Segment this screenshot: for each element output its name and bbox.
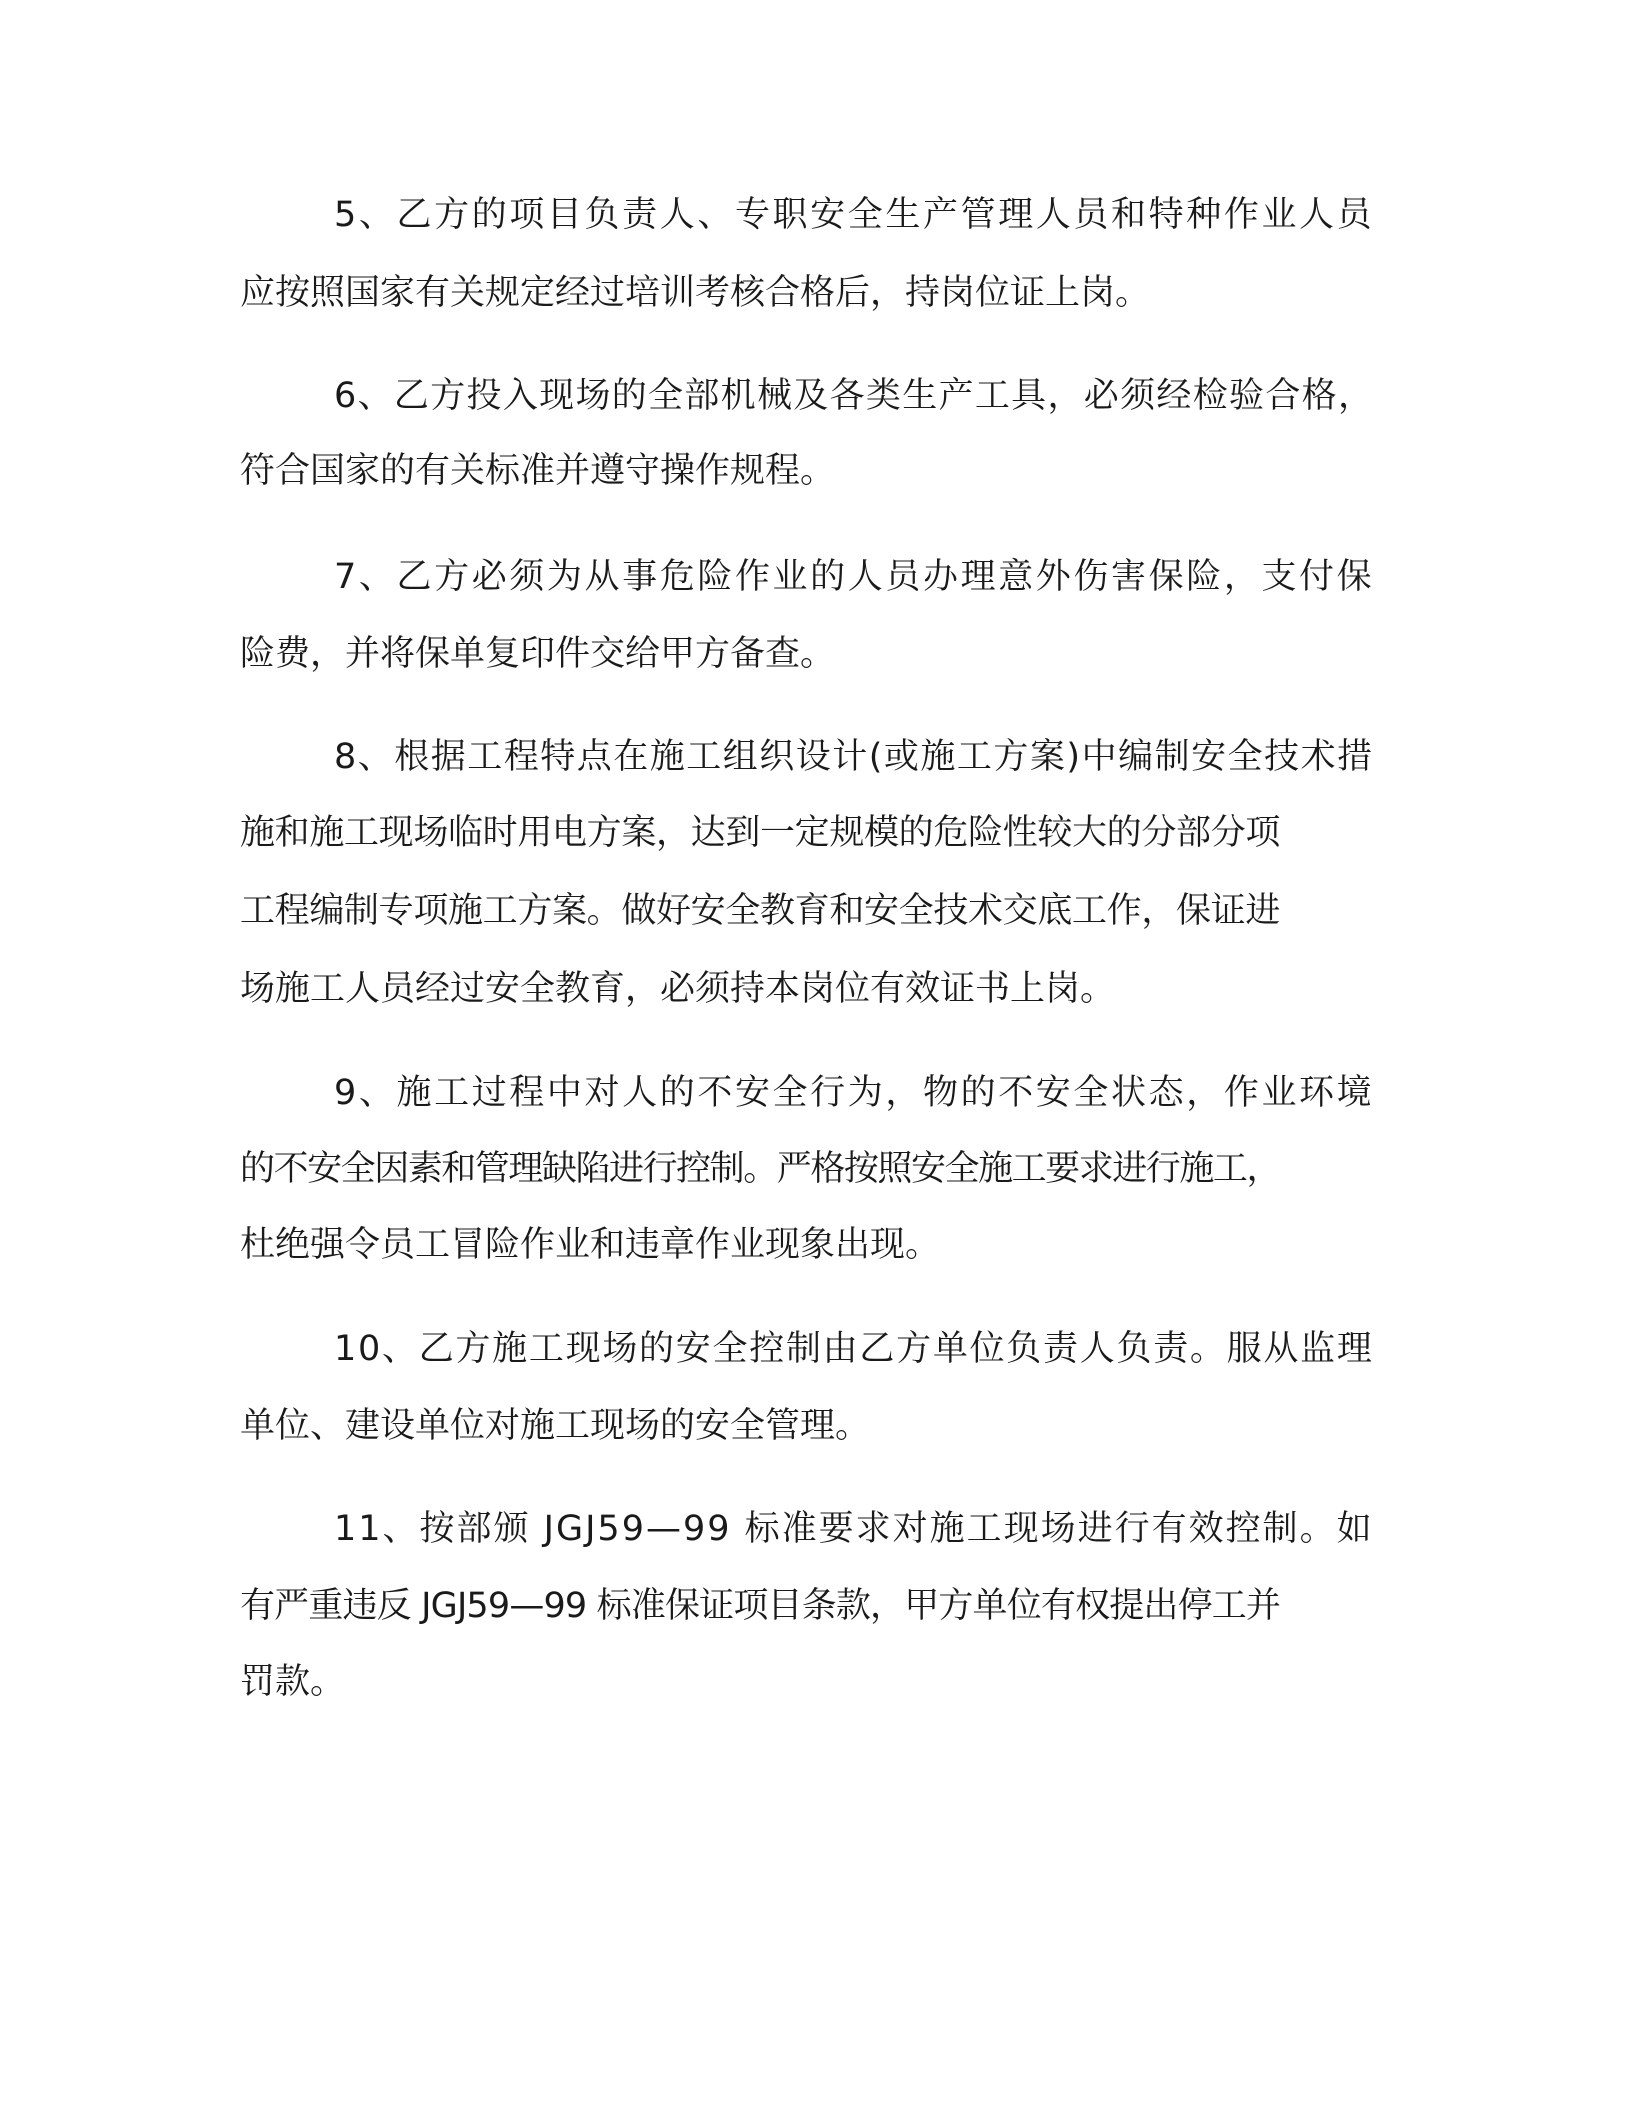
clause-10-line-1: 10、乙方施工现场的安全控制由乙方单位负责人负责。服从监理 — [334, 1329, 1374, 1369]
clause-8-line-1: 8、根据工程特点在施工组织设计(或施工方案)中编制安全技术措 — [334, 737, 1374, 777]
clause-5-line-1: 5、乙方的项目负责人、专职安全生产管理人员和特种作业人员 — [334, 195, 1375, 235]
clause-8-line-3: 工程编制专项施工方案。做好安全教育和安全技术交底工作，保证进 — [240, 891, 1281, 931]
clause-11-line-3: 罚款。 — [240, 1662, 346, 1702]
clause-7-line-1: 7、乙方必须为从事危险作业的人员办理意外伤害保险，支付保 — [334, 557, 1375, 597]
clause-9-line-3: 杜绝强令员工冒险作业和违章作业现象出现。 — [240, 1225, 941, 1265]
clause-11-line-1: 11、按部颁 JGJ59—99 标准要求对施工现场进行有效控制。如 — [334, 1509, 1374, 1549]
clause-5-line-2: 应按照国家有关规定经过培训考核合格后，持岗位证上岗。 — [240, 273, 1151, 313]
clause-6-line-1: 6、乙方投入现场的全部机械及各类生产工具，必须经检验合格， — [334, 376, 1375, 416]
clause-11-line-2: 有严重违反 JGJ59—99 标准保证项目条款，甲方单位有权提出停工并 — [240, 1586, 1281, 1626]
clause-8-line-2: 施和施工现场临时用电方案，达到一定规模的危险性较大的分部分项 — [240, 813, 1281, 853]
clause-7-line-2: 险费，并将保单复印件交给甲方备查。 — [240, 634, 836, 674]
clause-10-line-2: 单位、建设单位对施工现场的安全管理。 — [240, 1406, 871, 1446]
clause-8-line-4: 场施工人员经过安全教育，必须持本岗位有效证书上岗。 — [240, 969, 1116, 1009]
clause-9-line-2: 的不安全因素和管理缺陷进行控制。严格按照安全施工要求进行施工， — [240, 1149, 1281, 1189]
clause-9-line-1: 9、施工过程中对人的不安全行为，物的不安全状态，作业环境 — [334, 1073, 1375, 1113]
clause-6-line-2: 符合国家的有关标准并遵守操作规程。 — [240, 451, 836, 491]
